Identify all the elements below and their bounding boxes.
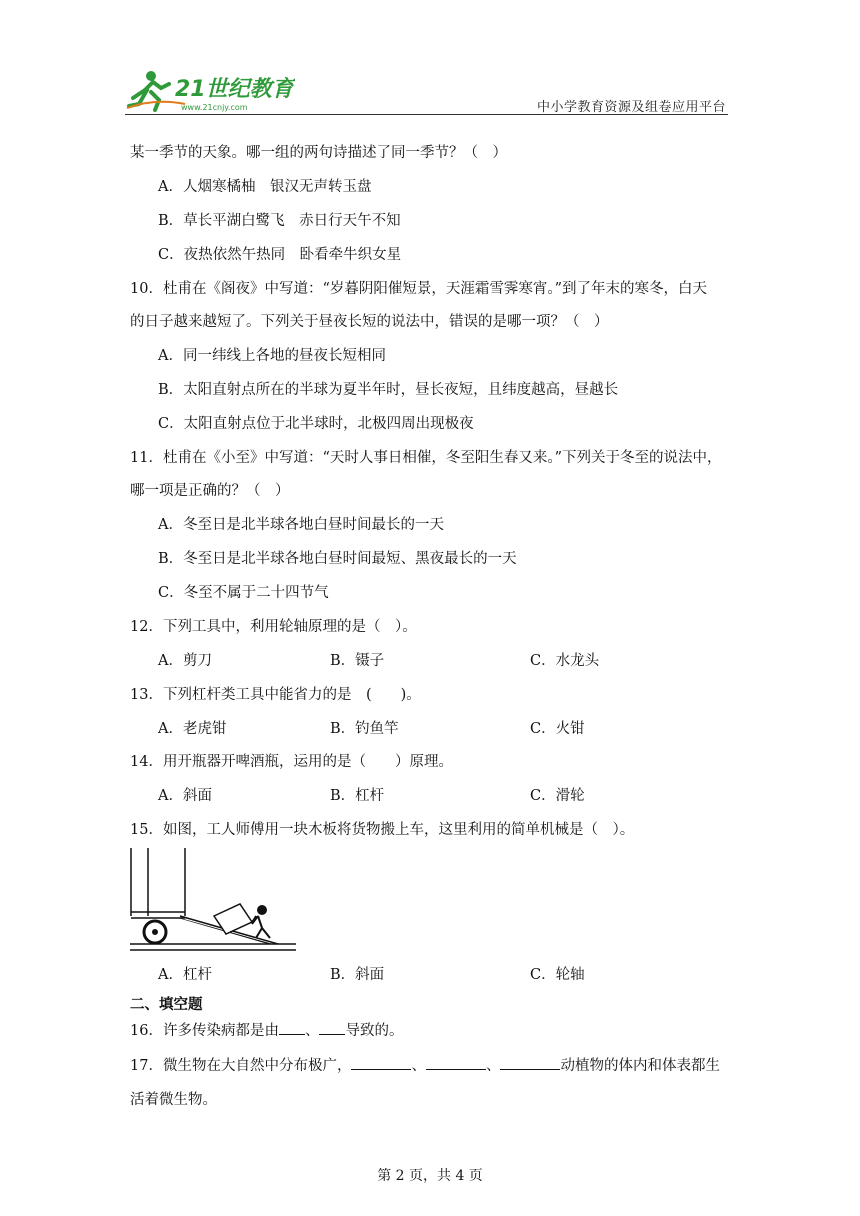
q17-sep-2: 、 (485, 1058, 501, 1074)
platform-name: 中小学教育资源及组卷应用平台 (536, 100, 726, 115)
q17-blank-2[interactable] (426, 1055, 486, 1070)
q16-sep: 、 (304, 1023, 320, 1039)
q17-stem-line2: 活着微生物。 (130, 1092, 217, 1108)
truck-ramp-illustration (128, 846, 298, 956)
q10-stem-line2: 的日子越来越短了。下列关于昼夜长短的说法中，错误的是哪一项？（ ） (130, 314, 609, 330)
q16-blank-1[interactable] (279, 1020, 305, 1035)
q15-stem: 15．如图，工人师傅用一块木板将货物搬上车，这里利用的简单机械是（ ）。 (130, 822, 635, 838)
q14-option-c[interactable]: C．滑轮 (530, 788, 585, 804)
q10-option-c[interactable]: C．太阳直射点位于北半球时，北极四周出现极夜 (158, 416, 474, 432)
q15-option-b[interactable]: B．斜面 (330, 967, 385, 983)
q10-stem-line1: 10．杜甫在《阁夜》中写道：“岁暮阴阳催短景，天涯霜雪霁寒宵。”到了年末的寒冬，白天 (130, 281, 708, 297)
q17-sep-1: 、 (411, 1058, 426, 1074)
q16-stem (130, 1020, 403, 1041)
q9-option-c[interactable]: C．夜热依然午热同 卧看牵牛织女星 (158, 247, 402, 263)
site-logo (125, 68, 295, 114)
q15-option-c[interactable]: C．轮轴 (530, 967, 585, 983)
q13-option-c[interactable]: C．火钳 (530, 721, 585, 737)
q11-option-a[interactable]: A．冬至日是北半球各地白昼时间最长的一天 (158, 517, 444, 533)
q13-option-a[interactable]: A．老虎钳 (158, 721, 227, 737)
q9-option-b[interactable]: B．草长平湖白鹭飞 赤日行天午不知 (158, 213, 401, 229)
q17-blank-1[interactable] (351, 1055, 411, 1070)
svg-text:21世纪教育: 21世纪教育 (175, 77, 294, 102)
q13-option-b[interactable]: B．钓鱼竿 (330, 721, 399, 737)
runner-logo-icon (125, 68, 295, 114)
q17-stem-line1 (130, 1055, 720, 1076)
q14-option-a[interactable]: A．斜面 (158, 788, 212, 804)
q12-option-c[interactable]: C．水龙头 (530, 653, 600, 669)
q12-option-a[interactable]: A．剪刀 (158, 653, 212, 669)
q13-stem: 13．下列杠杆类工具中能省力的是 ( )。 (130, 687, 421, 703)
svg-text:www.21cnjy.com: www.21cnjy.com (181, 103, 248, 112)
section-title-fill-in: 二、填空题 (130, 997, 203, 1013)
page-header (125, 68, 728, 116)
ramp-figure (128, 846, 298, 956)
q16-blank-2[interactable] (319, 1020, 345, 1035)
q9-option-a[interactable]: A．人烟寒橘柚 银汉无声转玉盘 (158, 179, 372, 195)
q12-stem: 12．下列工具中，利用轮轴原理的是（ ）。 (130, 619, 417, 635)
header-divider (125, 114, 728, 115)
q15-option-a[interactable]: A．杠杆 (158, 967, 212, 983)
q17-blank-3[interactable] (500, 1055, 560, 1070)
page-footer: 第 2 页，共 4 页 (377, 1168, 483, 1184)
q11-option-b[interactable]: B．冬至日是北半球各地白昼时间最短、黑夜最长的一天 (158, 551, 517, 567)
q11-stem-line2: 哪一项是正确的？（ ） (130, 483, 290, 499)
q11-stem-line1: 11．杜甫在《小至》中写道：“天时人事日相催，冬至阳生春又来。”下列关于冬至的说法中， (130, 450, 722, 466)
q11-option-c[interactable]: C．冬至不属于二十四节气 (158, 585, 329, 601)
q16-post: 导致的。 (345, 1023, 404, 1039)
q17-post: 动植物的体内和体表都生 (560, 1058, 720, 1074)
q10-option-a[interactable]: A．同一纬线上各地的昼夜长短相同 (158, 348, 386, 364)
q16-pre: 16．许多传染病都是由 (130, 1023, 279, 1039)
q12-option-b[interactable]: B．镊子 (330, 653, 385, 669)
q10-option-b[interactable]: B．太阳直射点所在的半球为夏半年时，昼长夜短，且纬度越高，昼越长 (158, 382, 619, 398)
q9-stem: 某一季节的天象。哪一组的两句诗描述了同一季节？（ ） (130, 145, 507, 161)
q14-stem: 14．用开瓶器开啤酒瓶，运用的是（ ）原理。 (130, 754, 453, 770)
q14-option-b[interactable]: B．杠杆 (330, 788, 385, 804)
q17-pre: 17．微生物在大自然中分布极广， (130, 1058, 352, 1074)
